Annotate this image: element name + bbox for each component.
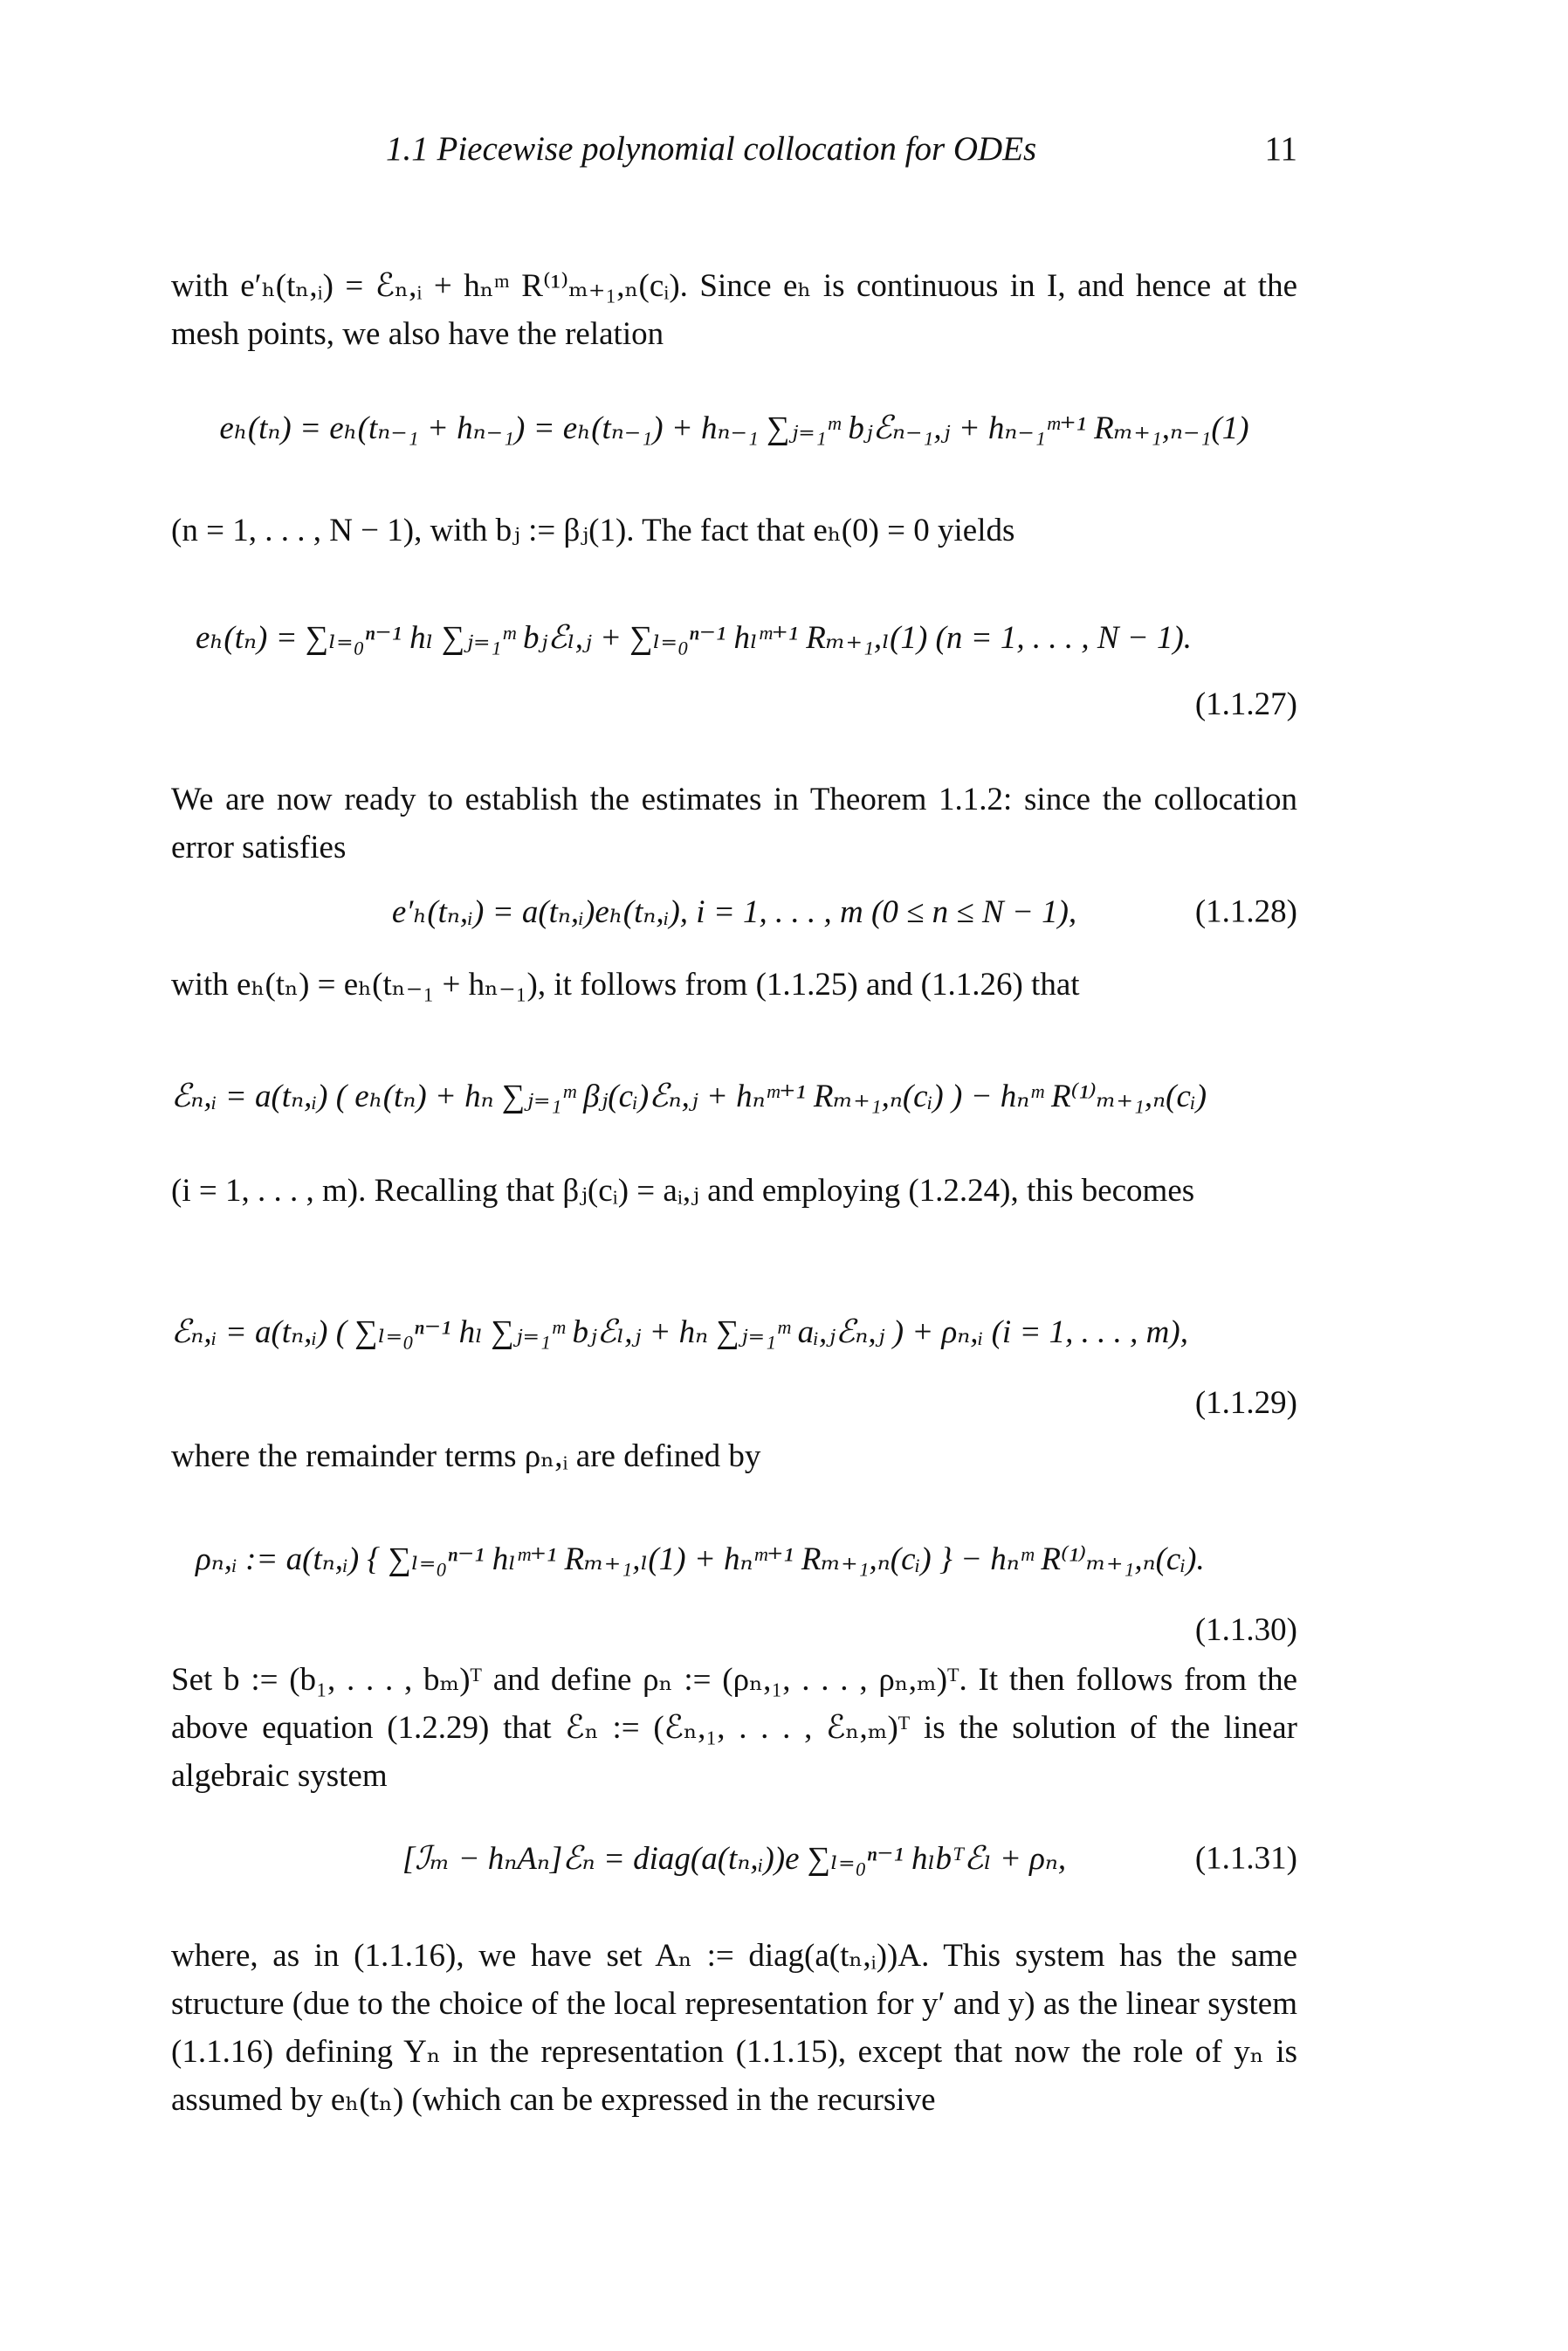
equation-1-1-28: [171, 875, 1297, 948]
equation-1-1-31: [171, 1806, 1297, 1911]
equation-number: (1.1.27): [1194, 686, 1297, 722]
equation-body: eₕ(tₙ) = eₕ(tₙ₋₁ + hₙ₋₁) = eₕ(tₙ₋₁) + hₙ₋₁ ∑ⱼ₌₁ᵐ bⱼℰₙ₋₁,ⱼ + hₙ₋₁ᵐ⁺¹ Rₘ₊₁,ₙ₋₁(1): [219, 410, 1249, 446]
equation-body: e′ₕ(tₙ,ᵢ) = a(tₙ,ᵢ)eₕ(tₙ,ᵢ), i = 1, . . . , m (0 ≤ n ≤ N − 1),: [391, 894, 1077, 930]
equation-1-1-27: [171, 585, 1297, 722]
running-title: 1.1 Piecewise polynomial collocation for ODEs: [386, 130, 1037, 168]
paragraph-3: We are now ready to establish the estimates in Theorem 1.1.2: since the collocation error satisfies: [171, 782, 1297, 865]
equation-number: (1.1.31): [1194, 1840, 1297, 1877]
equation-number: (1.1.28): [1194, 893, 1297, 930]
paragraph-5: (i = 1, . . . , m). Recalling that βⱼ(cᵢ) = aᵢ,ⱼ and employing (1.2.24), this becomes: [171, 1173, 1195, 1209]
paragraph-8: where, as in (1.1.16), we have set Aₙ := diag(a(tₙ,ᵢ))A. This system has the same structure (due to the choice of the local representation for y′ and y) as the linear system (1.1.16) defining Yₙ in the representation (1.1.15), except that now the role of yₙ is assumed by eₕ(tₙ) (which can be expressed in the recursive: [171, 1938, 1297, 2118]
equation-1: [171, 376, 1297, 480]
equation-body: ℰₙ,ᵢ = a(tₙ,ᵢ) ( ∑ₗ₌₀ⁿ⁻¹ hₗ ∑ⱼ₌₁ᵐ bⱼℰₗ,ⱼ + hₙ ∑ⱼ₌₁ᵐ aᵢ,ⱼℰₙ,ⱼ ) + ρₙ,ᵢ (i = 1, . . . , m),: [171, 1314, 1188, 1350]
paragraph-1: with e′ₕ(tₙ,ᵢ) = ℰₙ,ᵢ + hₙᵐ R⁽¹⁾ₘ₊₁,ₙ(cᵢ). Since eₕ is continuous in I, and hence at the mesh points, we also have the relation: [171, 268, 1297, 352]
equation-number: (1.1.29): [1194, 1385, 1297, 1421]
equation-body: eₕ(tₙ) = ∑ₗ₌₀ⁿ⁻¹ hₗ ∑ⱼ₌₁ᵐ bⱼℰₗ,ⱼ + ∑ₗ₌₀ⁿ⁻¹ hₗᵐ⁺¹ Rₘ₊₁,ₗ(1) (n = 1, . . . , N − 1).: [196, 620, 1193, 656]
paragraph-2: (n = 1, . . . , N − 1), with bⱼ := βⱼ(1). The fact that eₕ(0) = 0 yields: [171, 513, 1015, 548]
equation-body: [ℐₘ − hₙAₙ]ℰₙ = diag(a(tₙ,ᵢ))e ∑ₗ₌₀ⁿ⁻¹ hₗbᵀℰₗ + ρₙ,: [402, 1841, 1067, 1877]
paragraph-4: with eₕ(tₙ) = eₕ(tₙ₋₁ + hₙ₋₁), it follows from (1.1.25) and (1.1.26) that: [171, 967, 1080, 1003]
paragraph-6: where the remainder terms ρₙ,ᵢ are defined by: [171, 1438, 761, 1474]
paragraph-7: Set b := (b₁, . . . , bₘ)ᵀ and define ρₙ := (ρₙ,₁, . . . , ρₙ,ₘ)ᵀ. It then follows from the above equation (1.2.29) that ℰₙ := (ℰₙ,₁, . . . , ℰₙ,ₘ)ᵀ is the solution of the linear algebraic system: [171, 1662, 1297, 1794]
equation-2: [171, 1039, 1297, 1153]
equation-body: ρₙ,ᵢ := a(tₙ,ᵢ) { ∑ₗ₌₀ⁿ⁻¹ hₗᵐ⁺¹ Rₘ₊₁,ₗ(1) + hₙᵐ⁺¹ Rₘ₊₁,ₙ(cᵢ) } − hₙᵐ R⁽¹⁾ₘ₊₁,ₙ(cᵢ).: [196, 1541, 1205, 1577]
equation-number: (1.1.30): [1194, 1612, 1297, 1648]
equation-1-1-30: [171, 1502, 1297, 1648]
page-number: 11: [1264, 130, 1297, 168]
page-header: [171, 129, 1297, 178]
equation-1-1-29: [171, 1275, 1297, 1421]
equation-body: ℰₙ,ᵢ = a(tₙ,ᵢ) ( eₕ(tₙ) + hₙ ∑ⱼ₌₁ᵐ βⱼ(cᵢ)ℰₙ,ⱼ + hₙᵐ⁺¹ Rₘ₊₁,ₙ(cᵢ) ) − hₙᵐ R⁽¹⁾ₘ₊₁,ₙ(cᵢ): [171, 1079, 1207, 1114]
